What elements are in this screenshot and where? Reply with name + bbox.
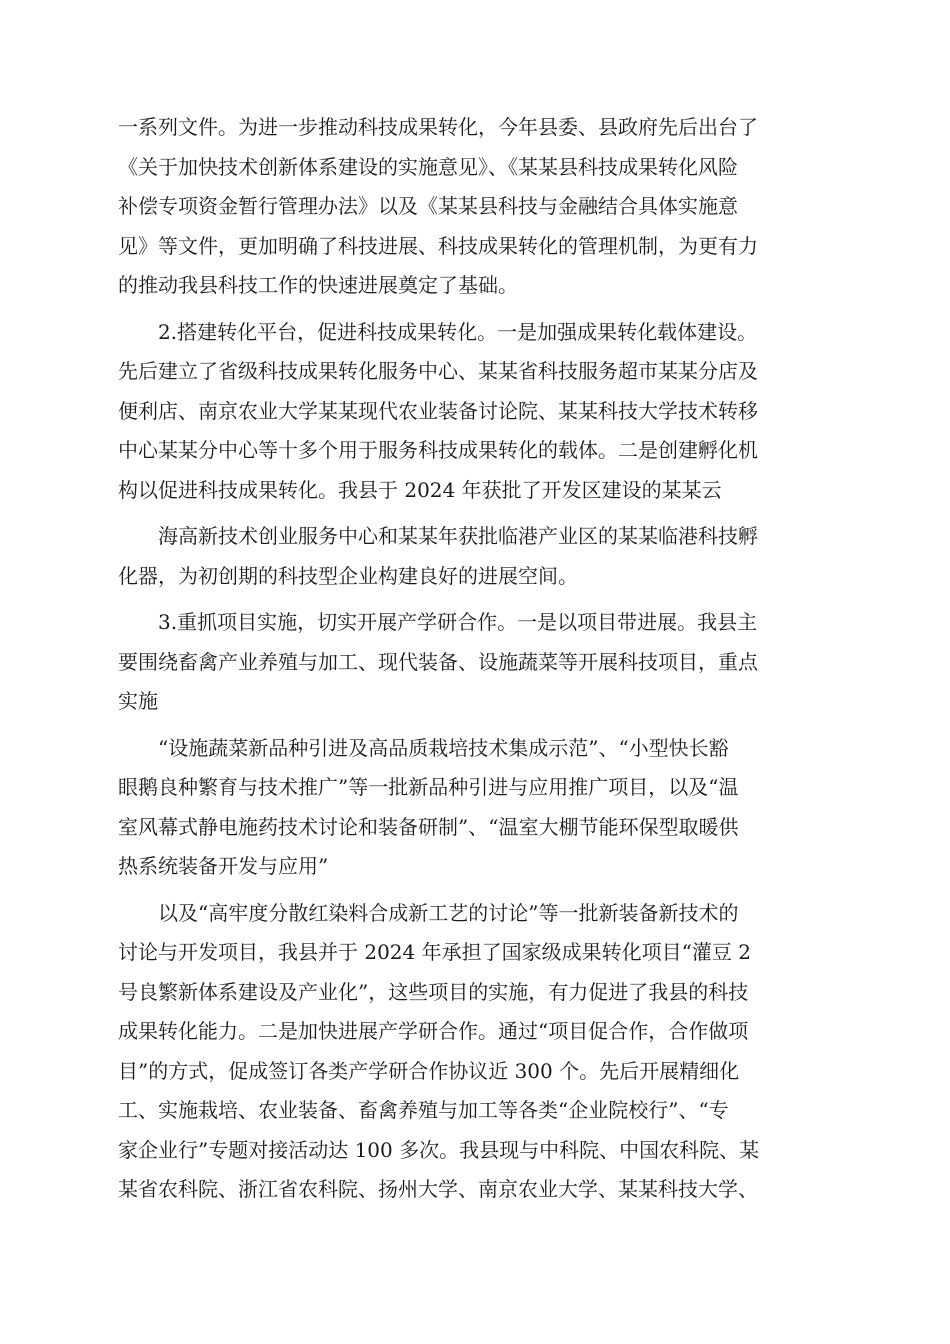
text-line: 补偿专项资金暂行管理办法》以及《某某县科技与金融结合具体实施意 <box>118 194 738 218</box>
text-line: 构以促进科技成果转化。我县于 2024 年获批了开发区建设的某某云 <box>118 477 722 502</box>
text-line: 眼鹅良种繁育与技术推广”等一批新品种引进与应用推广项目，以及“温 <box>118 775 739 799</box>
text-line: 化器，为初创期的科技型企业构建良好的进展空间。 <box>118 563 578 588</box>
text-line: 热系统装备开发与应用” <box>118 854 329 878</box>
text-line: 工、实施栽培、农业装备、畜禽养殖与加工等各类“企业院校行”、“专 <box>118 1098 729 1122</box>
text-line: 2.搭建转化平台，促进科技成果转化。一是加强成果转化载体建设。 <box>158 319 758 344</box>
document-body <box>118 108 832 1210</box>
text-line: 一系列文件。为进一步推动科技成果转化，今年县委、县政府先后出台了 <box>118 115 758 139</box>
text-line: 3.重抓项目实施，切实开展产学研合作。一是以项目带进展。我县主 <box>158 610 758 634</box>
paragraph-2 <box>118 313 832 511</box>
text-line: 实施 <box>118 689 158 713</box>
paragraph-1 <box>118 108 832 306</box>
text-line: “设施蔬菜新品种引进及高品质栽培技术集成示范”、“小型快长豁 <box>158 735 729 760</box>
text-line: 号良繁新体系建设及产业化”，这些项目的实施，有力促进了我县的科技 <box>118 979 749 1004</box>
text-line: 先后建立了省级科技成果转化服务中心、某某省科技服务超市某某分店及 <box>118 359 758 383</box>
paragraph-4 <box>118 603 832 722</box>
text-line: 中心某某分中心等十多个用于服务科技成果转化的载体。二是创建孵化机 <box>118 438 758 462</box>
text-line: 某省农科院、浙江省农科院、扬州大学、南京农业大学、某某科技大学、 <box>118 1177 758 1201</box>
paragraph-6 <box>118 894 832 1210</box>
text-line: 要围绕畜禽产业养殖与加工、现代装备、设施蔬菜等开展科技项目，重点 <box>118 649 758 674</box>
paragraph-5 <box>118 729 832 887</box>
paragraph-3 <box>118 517 832 596</box>
text-line: 家企业行”专题对接活动达 100 多次。我县现与中科院、中国农科院、某 <box>118 1137 760 1162</box>
text-line: 便利店、南京农业大学某某现代农业装备讨论院、某某科技大学技术转移 <box>118 398 758 423</box>
text-line: 海高新技术创业服务中心和某某年获批临港产业区的某某临港科技孵 <box>158 524 758 548</box>
text-line: 见》等文件，更加明确了科技进展、科技成果转化的管理机制，为更有力 <box>118 233 758 258</box>
text-line: 《关于加快技术创新体系建设的实施意见》、《某某县科技成果转化风险 <box>118 154 738 179</box>
text-line: 目”的方式，促成签订各类产学研合作协议近 300 个。先后开展精细化 <box>118 1058 740 1083</box>
text-line: 成果转化能力。二是加快进展产学研合作。通过“项目促合作，合作做项 <box>118 1019 749 1043</box>
text-line: 讨论与开发项目，我县并于 2024 年承担了国家级成果转化项目“灌豆 2 <box>118 940 751 964</box>
text-line: 的推动我县科技工作的快速进展奠定了基础。 <box>118 273 518 297</box>
text-line: 室风幕式静电施药技术讨论和装备研制”、“温室大棚节能环保型取暖供 <box>118 814 739 839</box>
text-line: 以及“高牢度分散红染料合成新工艺的讨论”等一批新装备新技术的 <box>158 900 739 925</box>
